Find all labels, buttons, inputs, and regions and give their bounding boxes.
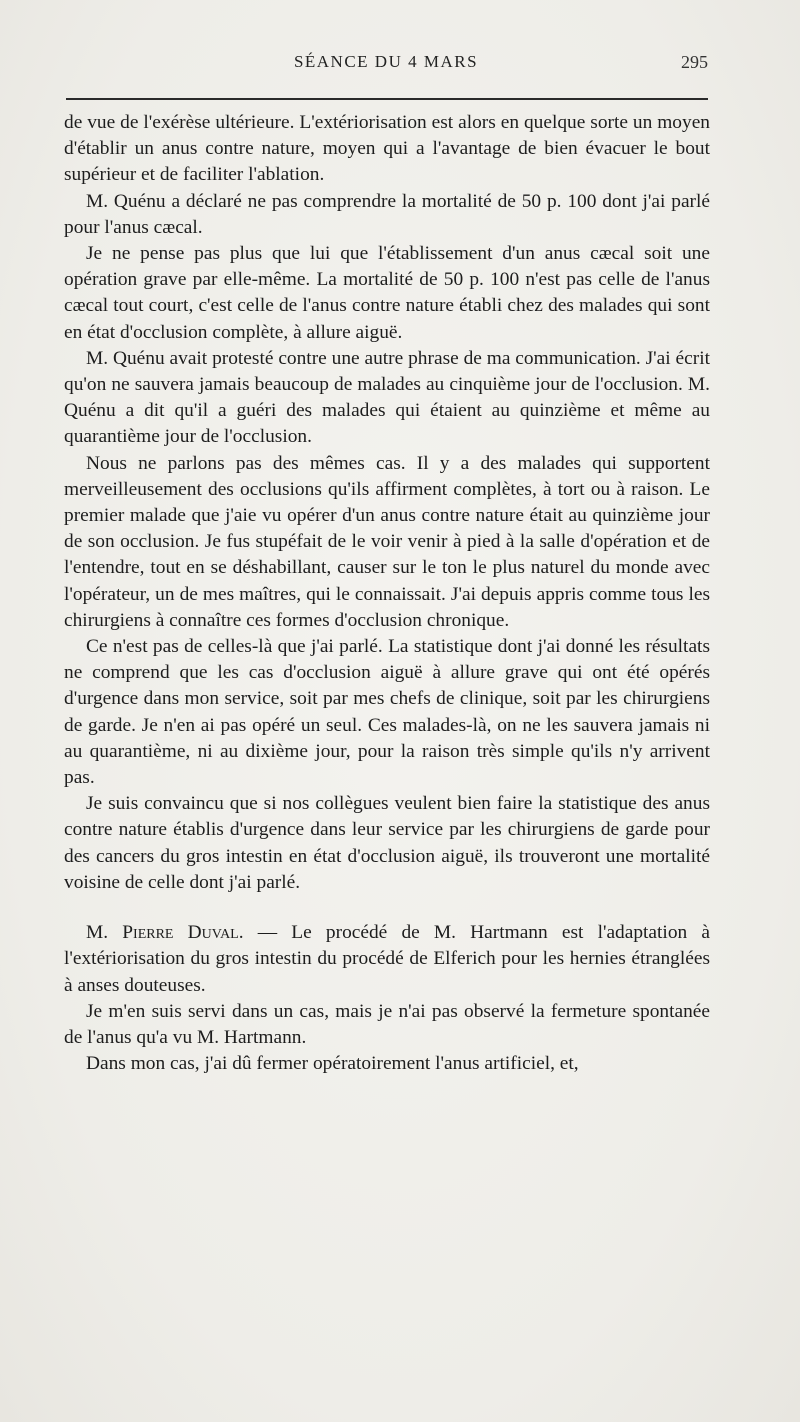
page-number: 295 — [681, 52, 708, 72]
header-rule — [66, 98, 708, 100]
body-text — [64, 110, 710, 1077]
paragraph-6: Ce n'est pas de celles-là que j'ai parlé. La statistique dont j'ai donné les résultats ne comprend que les cas d'occlusion aiguë à allure grave qui ont été opérés d'urgence dans mon service, soit par mes chefs de clinique, soit par les chirurgiens de garde. Je n'en ai pas opéré un seul. Ces malades-là, on ne les sauvera jamais ni au quarantième, ni au dixième jour, pour la raison très simple qu'ils n'y arrivent pas. — [64, 636, 710, 789]
paragraph-3: Je ne pense pas plus que lui que l'établissement d'un anus cæcal soit une opération grave par elle-même. La mortalité de 50 p. 100 n'est pas celle de l'anus cæcal tout court, c'est celle de l'anus contre nature établi chez des malades qui sont en état d'occlusion complète, à allure aiguë. — [64, 243, 710, 343]
paragraph-5: Nous ne parlons pas des mêmes cas. Il y a des malades qui supportent merveilleusement des occlusions qu'ils affirment complètes, à tort ou à raison. Le premier malade que j'aie vu opérer d'un anus contre nature était au quinzième jour de son occlusion. Je fus stupéfait de le voir venir à pied à la salle d'opération et de l'entendre, tout en se déshabillant, causer sur le ton le plus naturel du monde avec l'opérateur, un de mes maîtres, qui le connaissait. J'ai depuis appris comme tous les chirurgiens à connaître ces formes d'occlusion chronique. — [64, 452, 710, 631]
duval-intro-text: — Le procédé de M. Hartmann est l'adaptation à l'extériorisation du gros intestin du procédé de Elferich pour les hernies étranglées à anses douteuses. — [64, 922, 710, 996]
paragraph-7: Je suis convaincu que si nos collègues veulent bien faire la statistique des anus contre nature établis d'urgence dans leur service par les chirurgiens de garde pour des cancers du gros intestin en état d'occlusion aiguë, ils trouveront une mortalité voisine de celle dont j'ai parlé. — [64, 793, 710, 893]
running-title: SÉANCE DU 4 MARS — [293, 52, 479, 71]
speaker-name: M. Pierre Duval. — [86, 922, 244, 944]
duval-paragraph-2: Dans mon cas, j'ai dû fermer opératoirement l'anus artificiel, et, — [86, 1053, 579, 1075]
paragraph-1: de vue de l'exérèse ultérieure. L'extériorisation est alors en quelque sorte un moyen d'établir un anus contre nature, moyen qui a l'avantage de bien évacuer le bout supérieur et de faciliter l'ablation. — [64, 112, 710, 186]
paragraph-2: M. Quénu a déclaré ne pas comprendre la mortalité de 50 p. 100 dont j'ai parlé pour l'anus cæcal. — [64, 190, 710, 238]
duval-paragraph-1: Je m'en suis servi dans un cas, mais je n'ai pas observé la fermeture spontanée de l'anus qu'a vu M. Hartmann. — [64, 1000, 710, 1048]
paragraph-4: M. Quénu avait protesté contre une autre phrase de ma communication. J'ai écrit qu'on ne sauvera jamais beaucoup de malades au cinquième jour de l'occlusion. M. Quénu a dit qu'il a guéri des malades qui étaient au quinzième et même au quarantième jour de l'occlusion. — [64, 347, 710, 448]
page-header — [64, 52, 708, 82]
duval-intro-paragraph — [64, 920, 710, 999]
